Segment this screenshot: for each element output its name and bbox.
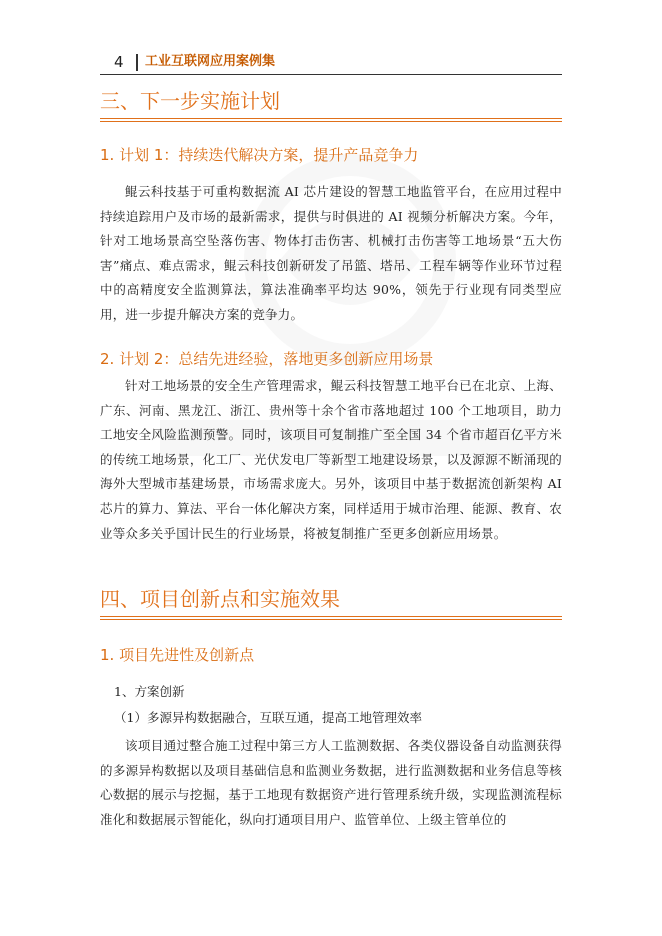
plan-1-heading: 1. 计划 1：持续迭代解决方案，提升产品竞争力 (100, 146, 419, 164)
plan-1-paragraph: 鲲云科技基于可重构数据流 AI 芯片建设的智慧工地监管平台，在应用过程中持续追踪用户及市场的最新需求，提供与时俱进的 AI 视频分析解决方案。今年，针对工地场景高空坠落伤害、物体打击伤害、机械打击伤害等工地场景“五大伤害”痛点、难点需求，鲲云科技创新研发了吊篮、塔吊、工程车辆等作业环节过程中的高精度安全监测算法，算法准确率平均达 90%，领先于行业现有同类型应用，进一步提升解决方案的竞争力。 (100, 184, 562, 322)
plan-2-heading: 2. 计划 2：总结先进经验，落地更多创新应用场景 (100, 350, 434, 368)
section-4-heading: 四、项目创新点和实施效果 (100, 586, 562, 617)
section-3-heading: 三、下一步实施计划 (100, 88, 562, 119)
plan-2-paragraph: 针对工地场景的安全生产管理需求，鲲云科技智慧工地平台已在北京、上海、广东、河南、黑龙江、浙江、贵州等十余个省市落地超过 100 个工地项目，助力工地安全风险监测预警。同时，该项目可复制推广至全国 34 个省市超百亿平方米的传统工地场景，化工厂、光伏发电厂等新型工地建设场景，以及源源不断涌现的海外大型城市基建场景，市场需求庞大。另外，该项目中基于数据流创新架构 AI 芯片的算力、算法、平台一体化解决方案，同样适用于城市治理、能源、教育、农业等众多关乎国计民生的行业场景，将被复制推广至更多创新应用场景。 (100, 378, 562, 541)
document-title: 工业互联网应用案例集 (145, 54, 276, 69)
list-item-data-fusion: （1）多源异构数据融合，互联互通，提高工地管理效率 (114, 710, 422, 725)
page-number: 4 (114, 53, 124, 71)
page-header (100, 52, 562, 75)
innovation-heading: 1. 项目先进性及创新点 (100, 646, 255, 664)
header-divider (136, 54, 138, 71)
list-item-scheme-innovation: 1、方案创新 (114, 684, 185, 699)
innovation-paragraph: 该项目通过整合施工过程中第三方人工监测数据、各类仪器设备自动监测获得的多源异构数据以及项目基础信息和监测业务数据，进行监测数据和业务信息等核心数据的展示与挖掘，基于工地现有数据资产进行管理系统升级，实现监测流程标准化和数据展示智能化，纵向打通项目用户、监管单位、上级主管单位的 (100, 738, 562, 827)
